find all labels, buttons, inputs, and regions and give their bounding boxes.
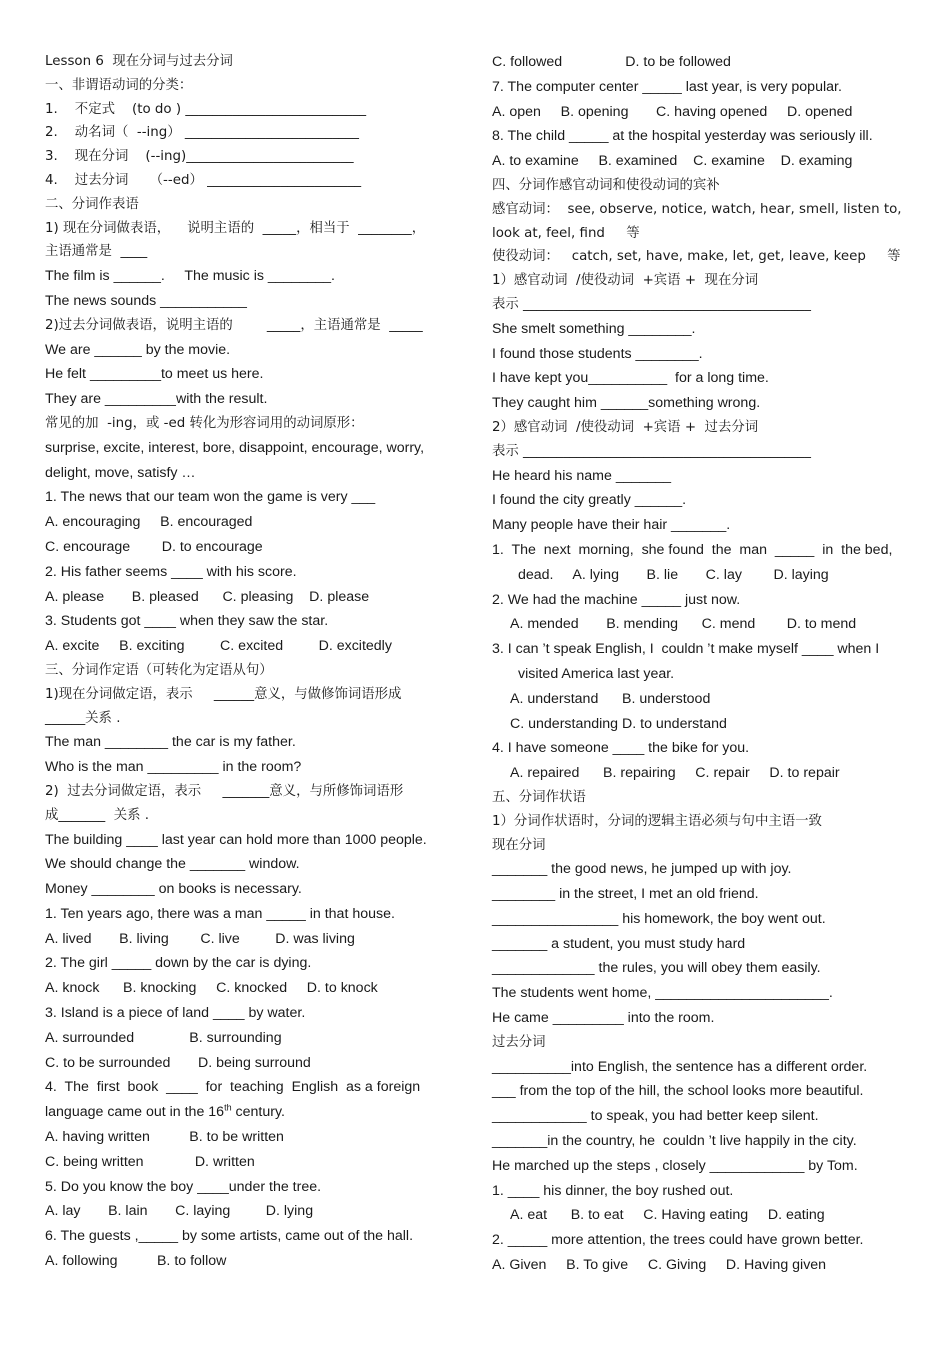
- text-line: 7. The computer center _____ last year, is very popular.: [492, 78, 842, 95]
- text-line: He heard his name _______: [492, 467, 672, 484]
- text-line: visited America last year.: [518, 665, 675, 682]
- text-line: 过去分词: [492, 1034, 546, 1050]
- text-line: 2) 过去分词做定语，表示 _______意义，与所修饰词语形: [45, 783, 404, 799]
- text-line: C. followed D. to be followed: [492, 54, 731, 70]
- text-line: The news sounds ___________: [45, 292, 247, 309]
- text-line: ___ from the top of the hill, the school looks more beautiful.: [492, 1083, 864, 1100]
- text-line: 4. I have someone ____ the bike for you.: [492, 740, 750, 757]
- text-line: 2. His father seems ____ with his score.: [45, 563, 297, 580]
- text-line: 成_______ 关系 .: [45, 807, 150, 823]
- text-line: 4. The first book ____ for teaching English as a foreign: [45, 1079, 421, 1096]
- text-line: He came _________ into the room.: [492, 1010, 715, 1027]
- text-line: A. eat B. to eat C. Having eating D. eating: [510, 1207, 825, 1224]
- text-line: 1. The next morning, she found the man _____ in the bed,: [492, 541, 893, 558]
- text-line: A. open B. opening C. having opened D. opened: [492, 103, 853, 120]
- text-line: 4. 过去分词 （--ed） _______________________: [45, 172, 362, 188]
- text-line: 1. ____ his dinner, the boy rushed out.: [492, 1182, 734, 1199]
- text-line: 1. 不定式 (to do ) ___________________________: [45, 101, 367, 117]
- text-line: ________ in the street, I met an old friend.: [492, 886, 759, 903]
- text-line: 三、分词作定语（可转化为定语从句）: [45, 662, 273, 678]
- text-line: 2. We had the machine _____ just now.: [492, 591, 741, 608]
- text-line: A. having written B. to be written: [45, 1129, 284, 1146]
- text-line: 2. _____ more attention, the trees could have grown better.: [492, 1232, 864, 1249]
- text-line: 感官动词： see, observe, notice, watch, hear, smell, listen to,: [492, 201, 902, 217]
- text-line: 1）分词作状语时，分词的逻辑主语必须与句中主语一致: [492, 813, 822, 829]
- text-line: A. to examine B. examined C. examine D. examing: [492, 153, 853, 170]
- text-line: They are _________with the result.: [45, 391, 268, 408]
- text-line: He marched up the steps , closely ____________ by Tom.: [492, 1157, 858, 1174]
- left-column: [45, 50, 465, 1274]
- text-line: C. encourage D. to encourage: [45, 538, 263, 555]
- text-line: I found the city greatly ______.: [492, 492, 687, 509]
- text-line: The man ________ the car is my father.: [45, 734, 296, 751]
- text-line: 一、非谓语动词的分类：: [45, 77, 193, 93]
- text-line: 2. 动名词（ --ing） __________________________: [45, 125, 359, 141]
- text-line: 6. The guests ,_____ by some artists, came out of the hall.: [45, 1228, 414, 1245]
- text-line: 3. Students got ____ when they saw the star.: [45, 613, 329, 630]
- text-line: 1）感官动词 /使役动词 +宾语 + 现在分词: [492, 273, 759, 289]
- text-line: delight, move, satisfy …: [45, 464, 196, 481]
- text-line: Money ________ on books is necessary.: [45, 881, 302, 898]
- text-line: A. Given B. To give C. Giving D. Having given: [492, 1257, 827, 1274]
- text-line: _______in the country, he couldn ’t live happily in the city.: [492, 1133, 857, 1150]
- text-line: A. lay B. lain C. laying D. lying: [45, 1203, 314, 1220]
- text-line: surprise, excite, interest, bore, disappoint, encourage, worry,: [45, 439, 425, 456]
- text-line: _______ a student, you must study hard: [492, 935, 746, 952]
- text-line: 3. 现在分词 (--ing)_________________________: [45, 149, 354, 165]
- text-line: A. understand B. understood: [510, 690, 711, 707]
- text-line: A. repaired B. repairing C. repair D. to repair: [510, 765, 840, 782]
- text-line: _____________ the rules, you will obey them easily.: [492, 960, 821, 977]
- text-line: 表示 ___________________________________________: [492, 296, 811, 312]
- text-line: Who is the man _________ in the room?: [45, 759, 302, 776]
- text-line: C. understanding D. to understand: [510, 715, 727, 732]
- text-line: 1) 现在分词做表语， 说明主语的 _____，相当于 ________，: [45, 220, 426, 236]
- text-line: 常见的加 -ing，或 -ed 转化为形容词用的动词原形：: [45, 415, 364, 431]
- text-line: _______ the good news, he jumped up with joy.: [492, 861, 792, 878]
- right-column: [492, 50, 912, 1278]
- text-line: He felt _________to meet us here.: [45, 366, 264, 383]
- text-line: C. to be surrounded D. being surround: [45, 1054, 311, 1071]
- text-line: A. mended B. mending C. mend D. to mend: [510, 616, 857, 633]
- text-line: 2)过去分词做表语，说明主语的 _____，主语通常是 _____: [45, 317, 423, 333]
- text-line: __________into English, the sentence has a different order.: [492, 1058, 868, 1075]
- text-line: 1)现在分词做定语，表示 ______意义，与做修饰词语形成: [45, 686, 402, 702]
- text-line: language came out in the 16th century.: [45, 1102, 285, 1121]
- text-line: 1. The news that our team won the game is very ___: [45, 489, 376, 506]
- text-line: 五、分词作状语: [492, 789, 586, 805]
- text-line: 使役动词： catch, set, have, make, let, get, leave, keep 等: [492, 249, 901, 265]
- text-line: A. following B. to follow: [45, 1253, 227, 1270]
- text-line: Many people have their hair _______.: [492, 517, 731, 534]
- text-line: ______关系 .: [45, 710, 121, 726]
- text-line: I have kept you__________ for a long time.: [492, 370, 769, 387]
- text-line: 2）感官动词 /使役动词 +宾语 + 过去分词: [492, 419, 759, 435]
- text-line: look at, feel, find 等: [492, 225, 640, 241]
- text-line: 5. Do you know the boy ____under the tree.: [45, 1178, 322, 1195]
- text-line: A. excite B. exciting C. excited D. excitedly: [45, 638, 392, 655]
- text-line: 8. The child _____ at the hospital yesterday was seriously ill.: [492, 128, 873, 145]
- text-line: 3. I can ’t speak English, I couldn ’t make myself ____ when I: [492, 641, 880, 658]
- text-line: A. knock B. knocking C. knocked D. to knock: [45, 980, 378, 997]
- text-line: The film is ______. The music is ________.: [45, 268, 335, 285]
- text-line: 表示 ___________________________________________: [492, 443, 811, 459]
- text-line: ____________ to speak, you had better keep silent.: [492, 1108, 819, 1125]
- text-line: C. being written D. written: [45, 1153, 255, 1170]
- text-line: Lesson 6 现在分词与过去分词: [45, 54, 233, 69]
- text-line: 二、分词作表语: [45, 196, 139, 212]
- text-line: We should change the _______ window.: [45, 856, 300, 873]
- text-line: ________________ his homework, the boy went out.: [492, 910, 826, 927]
- text-line: 现在分词: [492, 837, 546, 853]
- text-line: The building ____ last year can hold more than 1000 people.: [45, 831, 427, 848]
- text-line: 主语通常是 ____: [45, 244, 148, 260]
- text-line: I found those students ________.: [492, 345, 703, 362]
- text-line: They caught him ______something wrong.: [492, 395, 761, 412]
- text-line: She smelt something ________.: [492, 320, 696, 337]
- text-line: We are ______ by the movie.: [45, 341, 231, 358]
- text-line: dead. A. lying B. lie C. lay D. laying: [518, 566, 829, 583]
- text-line: A. lived B. living C. live D. was living: [45, 930, 355, 947]
- text-line: The students went home, ______________________.: [492, 985, 833, 1002]
- text-line: A. surrounded B. surrounding: [45, 1029, 282, 1046]
- text-line: 3. Island is a piece of land ____ by water.: [45, 1005, 306, 1022]
- text-line: 四、分词作感官动词和使役动词的宾补: [492, 177, 720, 193]
- text-line: A. encouraging B. encouraged: [45, 514, 253, 531]
- text-line: A. please B. pleased C. pleasing D. please: [45, 588, 370, 605]
- text-line: 2. The girl _____ down by the car is dying.: [45, 955, 312, 972]
- text-line: 1. Ten years ago, there was a man _____ in that house.: [45, 905, 395, 922]
